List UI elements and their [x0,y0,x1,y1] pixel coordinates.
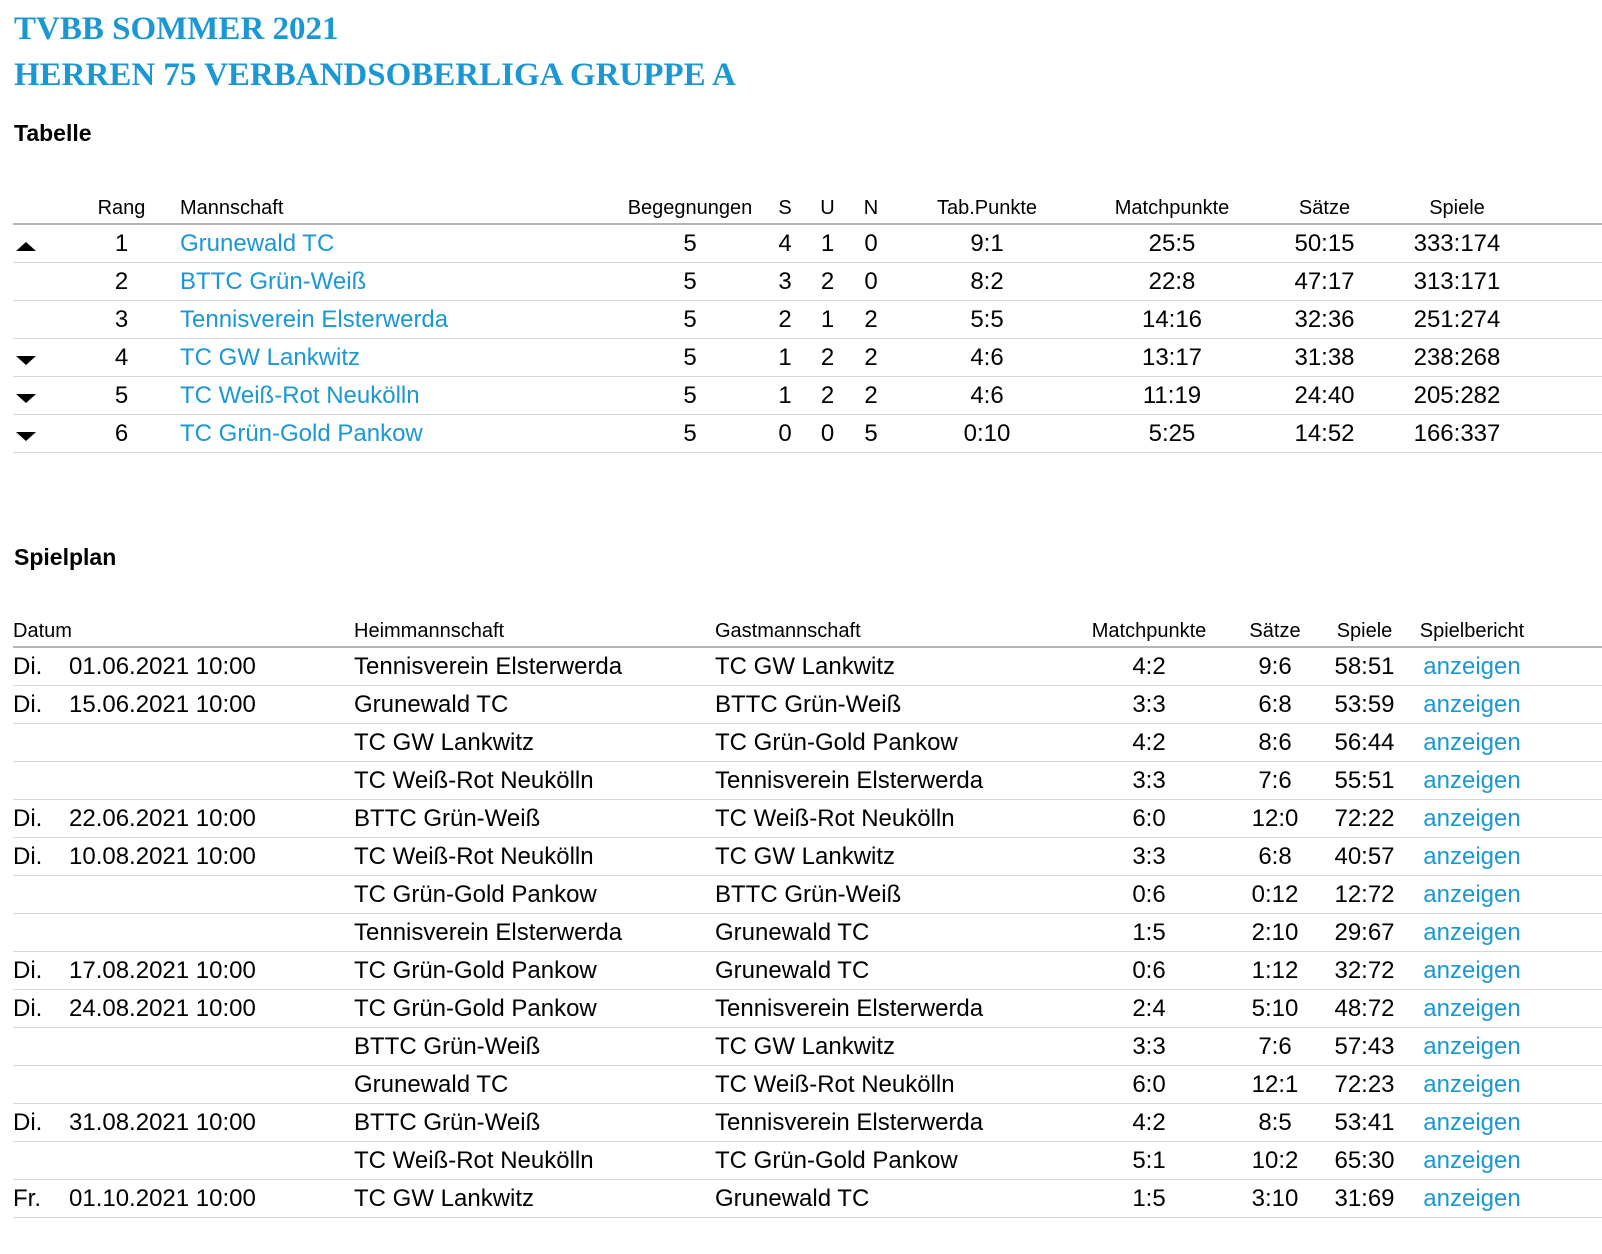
begegnungen: 5 [620,263,760,301]
weekday [13,876,69,914]
matchpunkte: 2:4 [1075,990,1223,1028]
spielbericht-link[interactable]: anzeigen [1423,994,1521,1022]
col-n: N [845,180,897,224]
tabelle-heading: Tabelle [14,120,92,146]
spielbericht-cell [1402,1142,1542,1180]
matchpunkte: 5:1 [1075,1142,1223,1180]
table-row [13,1066,1602,1104]
saetze: 12:1 [1223,1066,1327,1104]
spielbericht-cell [1402,914,1542,952]
datetime: 24.08.2021 10:00 [69,990,354,1028]
team-cell [180,301,620,339]
team-link[interactable]: TC Weiß-Rot Neukölln [180,381,420,409]
rank: 4 [63,339,180,377]
matchpunkte: 25:5 [1077,224,1267,263]
home-team: Tennisverein Elsterwerda [354,914,715,952]
col-heimmannschaft: Heimmannschaft [354,603,715,647]
saetze: 8:5 [1223,1104,1327,1142]
spielbericht-cell [1402,647,1542,686]
niederlagen: 0 [845,263,897,301]
datetime [69,762,354,800]
spacer [1542,952,1602,990]
guest-team: TC Grün-Gold Pankow [715,1142,1075,1180]
tab-punkte: 8:2 [897,263,1077,301]
guest-team: BTTC Grün-Weiß [715,876,1075,914]
guest-team: Tennisverein Elsterwerda [715,990,1075,1028]
spiele: 53:41 [1327,1104,1402,1142]
spacer [1542,1028,1602,1066]
col-tabpunkte: Tab.Punkte [897,180,1077,224]
matchpunkte: 22:8 [1077,263,1267,301]
spielbericht-link[interactable]: anzeigen [1423,766,1521,794]
table-row [13,952,1602,990]
niederlagen: 2 [845,377,897,415]
datetime [69,876,354,914]
table-row [13,838,1602,876]
spacer [1542,800,1602,838]
weekday [13,1028,69,1066]
table-row [13,1142,1602,1180]
spiele: 251:274 [1382,301,1532,339]
guest-team: Grunewald TC [715,952,1075,990]
spielbericht-link[interactable]: anzeigen [1423,956,1521,984]
table-row [13,647,1602,686]
saetze: 2:10 [1223,914,1327,952]
datetime: 10.08.2021 10:00 [69,838,354,876]
table-row [13,415,1602,453]
trend-cell [13,224,63,263]
col-saetze: Sätze [1223,603,1327,647]
weekday [13,724,69,762]
rank: 5 [63,377,180,415]
page-title-league: HERREN 75 VERBANDSOBERLIGA GRUPPE A [14,57,736,93]
begegnungen: 5 [620,377,760,415]
matchpunkte: 3:3 [1075,762,1223,800]
spacer [1542,762,1602,800]
rank: 1 [63,224,180,263]
siege: 0 [760,415,810,453]
weekday: Di. [13,952,69,990]
home-team: BTTC Grün-Weiß [354,1104,715,1142]
table-row [13,263,1602,301]
saetze: 6:8 [1223,838,1327,876]
saetze: 9:6 [1223,647,1327,686]
team-link[interactable]: TC GW Lankwitz [180,343,361,371]
datetime [69,1028,354,1066]
spacer [1542,647,1602,686]
spiele: 53:59 [1327,686,1402,724]
spiele: 31:69 [1327,1180,1402,1218]
spielbericht-cell [1402,1028,1542,1066]
saetze: 3:10 [1223,1180,1327,1218]
spacer [1542,876,1602,914]
spacer [1542,1142,1602,1180]
weekday: Fr. [13,1180,69,1218]
rank: 6 [63,415,180,453]
saetze: 6:8 [1223,686,1327,724]
saetze: 12:0 [1223,800,1327,838]
standings-body [13,224,1602,453]
saetze: 47:17 [1267,263,1382,301]
trend-cell [13,377,63,415]
spielbericht-link[interactable]: anzeigen [1423,1032,1521,1060]
begegnungen: 5 [620,224,760,263]
team-link[interactable]: Grunewald TC [180,229,335,257]
niederlagen: 2 [845,339,897,377]
home-team: TC Weiß-Rot Neukölln [354,838,715,876]
trend-down-icon [16,394,36,403]
matchpunkte: 1:5 [1075,914,1223,952]
weekday: Di. [13,647,69,686]
col-mannschaft: Mannschaft [180,180,620,224]
spielbericht-cell [1402,990,1542,1028]
tab-punkte: 4:6 [897,339,1077,377]
home-team: BTTC Grün-Weiß [354,800,715,838]
spielbericht-cell [1402,762,1542,800]
table-row [13,876,1602,914]
team-cell [180,263,620,301]
table-row [13,339,1602,377]
guest-team: TC GW Lankwitz [715,1028,1075,1066]
spacer [1542,686,1602,724]
spiele: 12:72 [1327,876,1402,914]
saetze: 1:12 [1223,952,1327,990]
datetime: 01.06.2021 10:00 [69,647,354,686]
guest-team: TC GW Lankwitz [715,838,1075,876]
spacer [1532,263,1602,301]
trend-cell [13,415,63,453]
matchpunkte: 6:0 [1075,800,1223,838]
matchpunkte: 3:3 [1075,686,1223,724]
datetime [69,724,354,762]
spielbericht-link[interactable]: anzeigen [1423,1184,1521,1212]
unentschieden: 0 [810,415,845,453]
guest-team: Tennisverein Elsterwerda [715,762,1075,800]
schedule-header-row [13,603,1602,647]
datetime: 15.06.2021 10:00 [69,686,354,724]
home-team: TC Grün-Gold Pankow [354,990,715,1028]
spielbericht-cell [1402,800,1542,838]
begegnungen: 5 [620,301,760,339]
spiele: 57:43 [1327,1028,1402,1066]
spielbericht-link[interactable]: anzeigen [1423,652,1521,680]
col-spiele: Spiele [1382,180,1532,224]
guest-team: Tennisverein Elsterwerda [715,1104,1075,1142]
weekday [13,1142,69,1180]
spielbericht-link[interactable]: anzeigen [1423,1108,1521,1136]
matchpunkte: 1:5 [1075,1180,1223,1218]
home-team: TC Grün-Gold Pankow [354,952,715,990]
home-team: BTTC Grün-Weiß [354,1028,715,1066]
spacer [1542,990,1602,1028]
home-team: Tennisverein Elsterwerda [354,647,715,686]
spacer [1542,838,1602,876]
col-datum: Datum [13,603,354,647]
home-team: TC GW Lankwitz [354,724,715,762]
spacer [1532,301,1602,339]
siege: 1 [760,377,810,415]
spielbericht-link[interactable]: anzeigen [1423,880,1521,908]
spielbericht-link[interactable]: anzeigen [1423,918,1521,946]
spiele: 65:30 [1327,1142,1402,1180]
col-spacer [1542,603,1602,647]
table-row [13,224,1602,263]
guest-team: TC Grün-Gold Pankow [715,724,1075,762]
spacer [1542,1180,1602,1218]
home-team: Grunewald TC [354,1066,715,1104]
team-cell [180,377,620,415]
weekday: Di. [13,686,69,724]
spiele: 58:51 [1327,647,1402,686]
col-u: U [810,180,845,224]
table-row [13,301,1602,339]
table-row [13,377,1602,415]
matchpunkte: 4:2 [1075,647,1223,686]
home-team: TC Grün-Gold Pankow [354,876,715,914]
saetze: 7:6 [1223,762,1327,800]
spielbericht-cell [1402,1180,1542,1218]
spiele: 48:72 [1327,990,1402,1028]
team-link[interactable]: TC Grün-Gold Pankow [180,419,423,447]
trend-cell [13,263,63,301]
spacer [1532,377,1602,415]
datetime [69,914,354,952]
guest-team: TC Weiß-Rot Neukölln [715,1066,1075,1104]
col-gastmannschaft: Gastmannschaft [715,603,1075,647]
col-begegnungen: Begegnungen [620,180,760,224]
unentschieden: 1 [810,224,845,263]
spielbericht-cell [1402,724,1542,762]
table-row [13,1104,1602,1142]
spielbericht-cell [1402,838,1542,876]
spacer [1532,415,1602,453]
col-trend [13,180,63,224]
spiele: 205:282 [1382,377,1532,415]
matchpunkte: 11:19 [1077,377,1267,415]
spielbericht-cell [1402,1104,1542,1142]
guest-team: TC Weiß-Rot Neukölln [715,800,1075,838]
rank: 3 [63,301,180,339]
weekday [13,914,69,952]
guest-team: BTTC Grün-Weiß [715,686,1075,724]
weekday: Di. [13,838,69,876]
tab-punkte: 9:1 [897,224,1077,263]
col-saetze: Sätze [1267,180,1382,224]
col-spielbericht: Spielbericht [1402,603,1542,647]
spiele: 56:44 [1327,724,1402,762]
spielbericht-link[interactable]: anzeigen [1423,728,1521,756]
datetime: 31.08.2021 10:00 [69,1104,354,1142]
matchpunkte: 3:3 [1075,1028,1223,1066]
spiele: 333:174 [1382,224,1532,263]
spielbericht-cell [1402,686,1542,724]
table-row [13,724,1602,762]
guest-team: Grunewald TC [715,914,1075,952]
team-link[interactable]: BTTC Grün-Weiß [180,267,367,295]
spiele: 313:171 [1382,263,1532,301]
spielbericht-link[interactable]: anzeigen [1423,1146,1521,1174]
saetze: 8:6 [1223,724,1327,762]
saetze: 14:52 [1267,415,1382,453]
begegnungen: 5 [620,415,760,453]
saetze: 0:12 [1223,876,1327,914]
matchpunkte: 4:2 [1075,724,1223,762]
weekday: Di. [13,1104,69,1142]
spacer [1542,914,1602,952]
tab-punkte: 4:6 [897,377,1077,415]
unentschieden: 2 [810,339,845,377]
datetime [69,1066,354,1104]
saetze: 32:36 [1267,301,1382,339]
guest-team: TC GW Lankwitz [715,647,1075,686]
spacer [1532,339,1602,377]
niederlagen: 5 [845,415,897,453]
trend-down-icon [16,432,36,441]
rank: 2 [63,263,180,301]
team-cell [180,339,620,377]
spiele: 72:22 [1327,800,1402,838]
datetime [69,1142,354,1180]
spacer [1542,724,1602,762]
begegnungen: 5 [620,339,760,377]
siege: 3 [760,263,810,301]
spielbericht-cell [1402,876,1542,914]
trend-up-icon [16,242,36,251]
spiele: 29:67 [1327,914,1402,952]
spielbericht-link[interactable]: anzeigen [1423,1070,1521,1098]
col-s: S [760,180,810,224]
table-row [13,1180,1602,1218]
spiele: 55:51 [1327,762,1402,800]
saetze: 10:2 [1223,1142,1327,1180]
team-link[interactable]: Tennisverein Elsterwerda [180,305,449,333]
saetze: 7:6 [1223,1028,1327,1066]
guest-team: Grunewald TC [715,1180,1075,1218]
table-row [13,1028,1602,1066]
table-row [13,762,1602,800]
niederlagen: 0 [845,224,897,263]
spiele: 40:57 [1327,838,1402,876]
col-matchpunkte: Matchpunkte [1077,180,1267,224]
weekday [13,1066,69,1104]
spielbericht-link[interactable]: anzeigen [1423,842,1521,870]
siege: 1 [760,339,810,377]
schedule-table [13,603,1602,1218]
matchpunkte: 5:25 [1077,415,1267,453]
weekday: Di. [13,990,69,1028]
unentschieden: 1 [810,301,845,339]
spielbericht-link[interactable]: anzeigen [1423,804,1521,832]
tab-punkte: 0:10 [897,415,1077,453]
unentschieden: 2 [810,263,845,301]
home-team: TC GW Lankwitz [354,1180,715,1218]
spielbericht-cell [1402,1066,1542,1104]
tab-punkte: 5:5 [897,301,1077,339]
matchpunkte: 13:17 [1077,339,1267,377]
spacer [1542,1066,1602,1104]
saetze: 5:10 [1223,990,1327,1028]
spielplan-heading: Spielplan [14,544,117,570]
spielbericht-cell [1402,952,1542,990]
home-team: TC Weiß-Rot Neukölln [354,1142,715,1180]
matchpunkte: 0:6 [1075,876,1223,914]
matchpunkte: 4:2 [1075,1104,1223,1142]
matchpunkte: 0:6 [1075,952,1223,990]
table-row [13,800,1602,838]
col-matchpunkte: Matchpunkte [1075,603,1223,647]
spacer [1532,224,1602,263]
team-cell [180,415,620,453]
matchpunkte: 6:0 [1075,1066,1223,1104]
col-spacer [1532,180,1602,224]
unentschieden: 2 [810,377,845,415]
table-row [13,990,1602,1028]
trend-down-icon [16,356,36,365]
spiele: 166:337 [1382,415,1532,453]
spiele: 238:268 [1382,339,1532,377]
schedule-body [13,647,1602,1218]
table-row [13,686,1602,724]
standings-header-row [13,180,1602,224]
page-title-season: TVBB SOMMER 2021 [14,11,339,47]
trend-cell [13,301,63,339]
spiele: 32:72 [1327,952,1402,990]
team-cell [180,224,620,263]
weekday [13,762,69,800]
datetime: 01.10.2021 10:00 [69,1180,354,1218]
standings-table [13,180,1602,453]
table-row [13,914,1602,952]
home-team: Grunewald TC [354,686,715,724]
saetze: 24:40 [1267,377,1382,415]
siege: 2 [760,301,810,339]
saetze: 31:38 [1267,339,1382,377]
datetime: 17.08.2021 10:00 [69,952,354,990]
spacer [1542,1104,1602,1142]
col-spiele: Spiele [1327,603,1402,647]
weekday: Di. [13,800,69,838]
matchpunkte: 3:3 [1075,838,1223,876]
spielbericht-link[interactable]: anzeigen [1423,690,1521,718]
home-team: TC Weiß-Rot Neukölln [354,762,715,800]
saetze: 50:15 [1267,224,1382,263]
matchpunkte: 14:16 [1077,301,1267,339]
siege: 4 [760,224,810,263]
col-rang: Rang [63,180,180,224]
datetime: 22.06.2021 10:00 [69,800,354,838]
trend-cell [13,339,63,377]
spiele: 72:23 [1327,1066,1402,1104]
niederlagen: 2 [845,301,897,339]
